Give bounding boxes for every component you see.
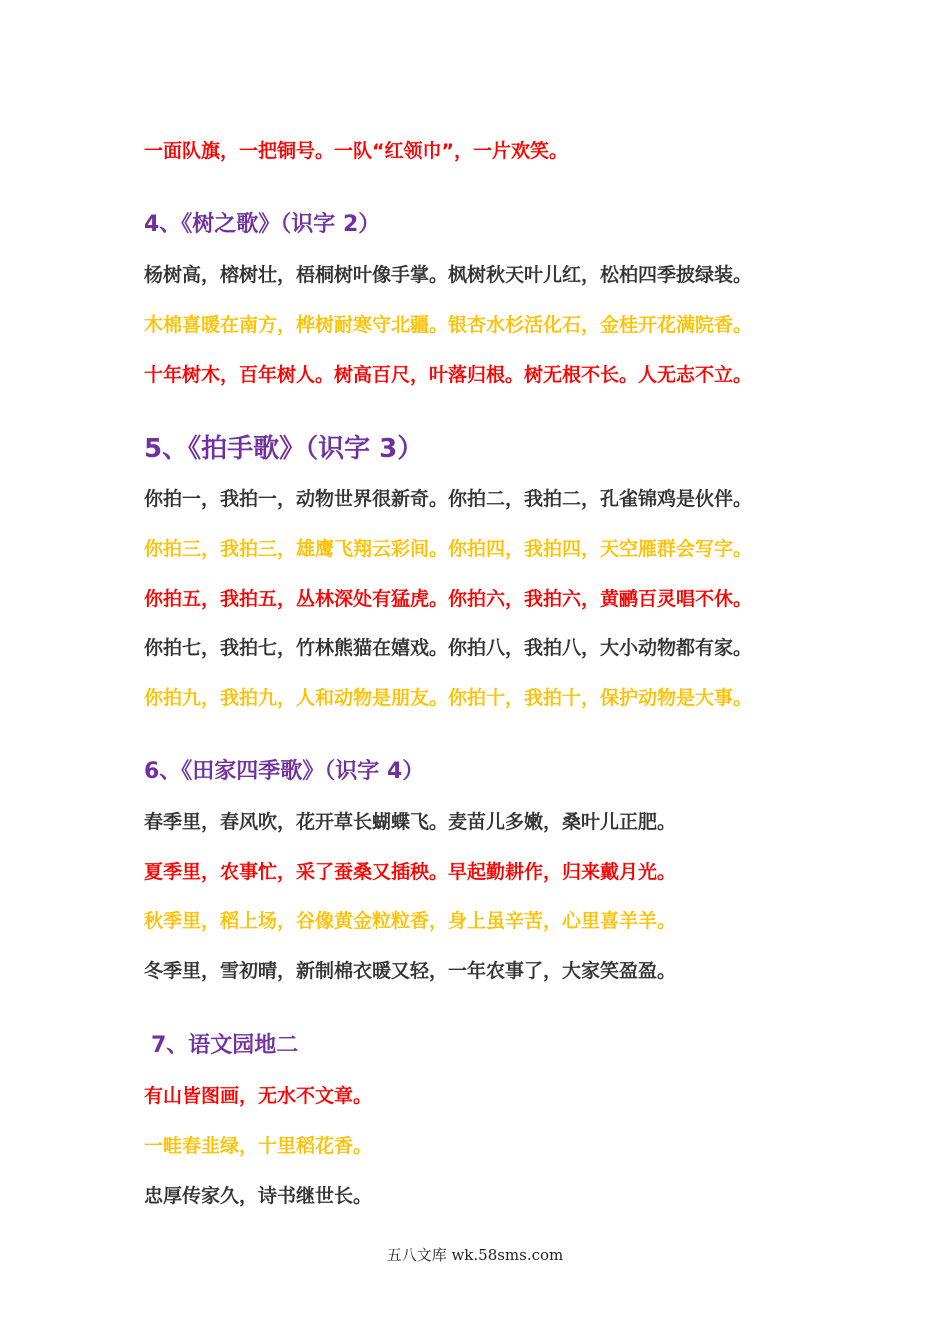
section-5-line-2: 你拍三，我拍三，雄鹰飞翔云彩间。你拍四，我拍四，天空雁群会写字。: [144, 538, 753, 560]
section-4-line-2: 木棉喜暖在南方，桦树耐寒守北疆。银杏水杉活化石，金桂开花满院香。: [144, 314, 753, 336]
section-7-line-2: 一畦春韭绿，十里稻花香。: [144, 1135, 373, 1157]
section-5-line-3: 你拍五，我拍五，丛林深处有猛虎。你拍六，我拍六，黄鹂百灵唱不休。: [144, 588, 753, 610]
section-4-line-3: 十年树木，百年树人。树高百尺，叶落归根。树无根不长。人无志不立。: [144, 364, 753, 386]
section-heading-4: 4、《树之歌》（识字 2）: [144, 212, 381, 237]
footer-text: 五八文库 wk.58sms.com: [386, 1246, 564, 1264]
section-heading-7: 7、语文园地二: [151, 1033, 299, 1058]
intro-line: 一面队旗，一把铜号。一队“红领巾”，一片欢笑。: [144, 140, 568, 162]
section-6-line-1: 春季里，春风吹，花开草长蝴蝶飞。麦苗儿多嫩，桑叶儿正肥。: [144, 811, 677, 833]
section-5-line-5: 你拍九，我拍九，人和动物是朋友。你拍十，我拍十，保护动物是大事。: [144, 687, 753, 709]
section-heading-6: 6、《田家四季歌》（识字 4）: [144, 759, 425, 784]
section-6-line-4: 冬季里，雪初晴，新制棉衣暖又轻，一年农事了，大家笑盈盈。: [144, 960, 677, 982]
section-6-line-3: 秋季里，稻上场，谷像黄金粒粒香，身上虽辛苦，心里喜羊羊。: [144, 910, 677, 932]
section-4-line-1: 杨树高，榕树壮，梧桐树叶像手掌。枫树秋天叶儿红，松柏四季披绿装。: [144, 264, 753, 286]
section-6-line-2: 夏季里，农事忙，采了蚕桑又插秧。早起勤耕作，归来戴月光。: [144, 861, 677, 883]
section-7-line-1: 有山皆图画，无水不文章。: [144, 1085, 373, 1107]
section-5-line-4: 你拍七，我拍七，竹林熊猫在嬉戏。你拍八，我拍八，大小动物都有家。: [144, 637, 753, 659]
section-7-line-3: 忠厚传家久，诗书继世长。: [144, 1185, 373, 1207]
section-heading-5: 5、《拍手歌》（识字 3）: [144, 434, 424, 464]
section-5-line-1: 你拍一，我拍一，动物世界很新奇。你拍二，我拍二，孔雀锦鸡是伙伴。: [144, 488, 753, 510]
